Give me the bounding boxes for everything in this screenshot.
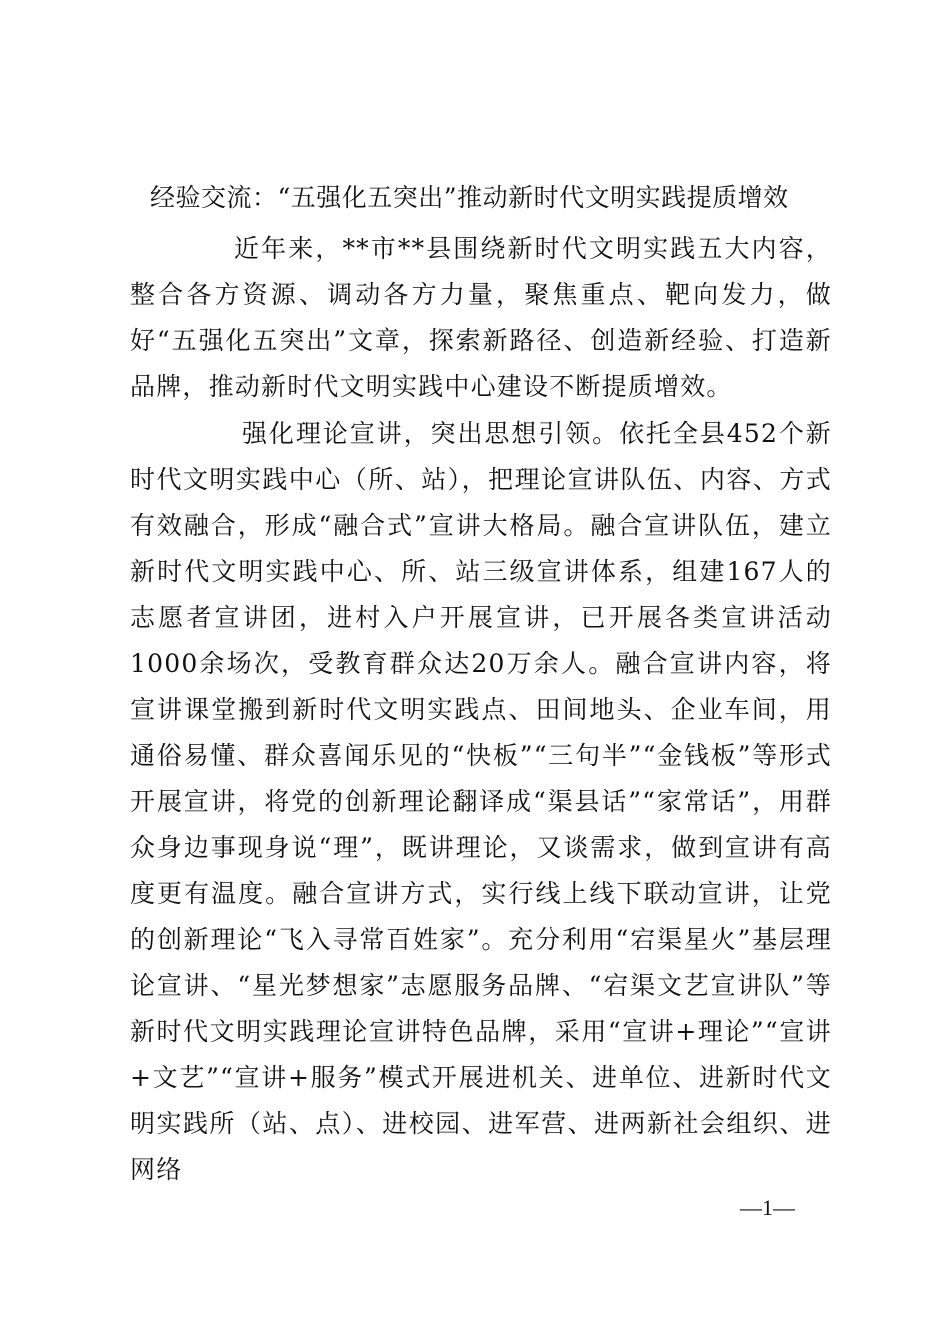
document-title: 经验交流：“五强化五突出”推动新时代文明实践提质增效	[150, 183, 789, 212]
page-number: —1—	[740, 1195, 795, 1220]
intro-paragraph: 近年来，**市**县围绕新时代文明实践五大内容，整合各方资源、调动各方力量，聚焦重点、靶向发力，做好“五强化五突出”文章，探索新路径、创造新经验、打造新品牌，推动新时代文明实践中心建设不断提质增效。	[130, 234, 832, 401]
body-paragraph: 强化理论宣讲，突出思想引领。依托全县452个新时代文明实践中心（所、站），把理论宣讲队伍、内容、方式有效融合，形成“融合式”宣讲大格局。融合宣讲队伍，建立新时代文明实践中心、所、站三级宣讲体系，组建167人的志愿者宣讲团，进村入户开展宣讲，已开展各类宣讲活动1000余场次，受教育群众达20万余人。融合宣讲内容，将宣讲课堂搬到新时代文明实践点、田间地头、企业车间，用通俗易懂、群众喜闻乐见的“快板”“三句半”“金钱板”等形式开展宣讲，将党的创新理论翻译成“渠县话”“家常话”，用群众身边事现身说“理”，既讲理论，又谈需求，做到宣讲有高度更有温度。融合宣讲方式，实行线上线下联动宣讲，让党的创新理论“飞入寻常百姓家”。充分利用“宕渠星火”基层理论宣讲、“星光梦想家”志愿服务品牌、“宕渠文艺宣讲队”等新时代文明实践理论宣讲特色品牌，采用“宣讲+理论”“宣讲+文艺”“宣讲+服务”模式开展进机关、进单位、进新时代文明实践所（站、点）、进校园、进军营、进两新社会组织、进网络	[130, 419, 832, 1184]
